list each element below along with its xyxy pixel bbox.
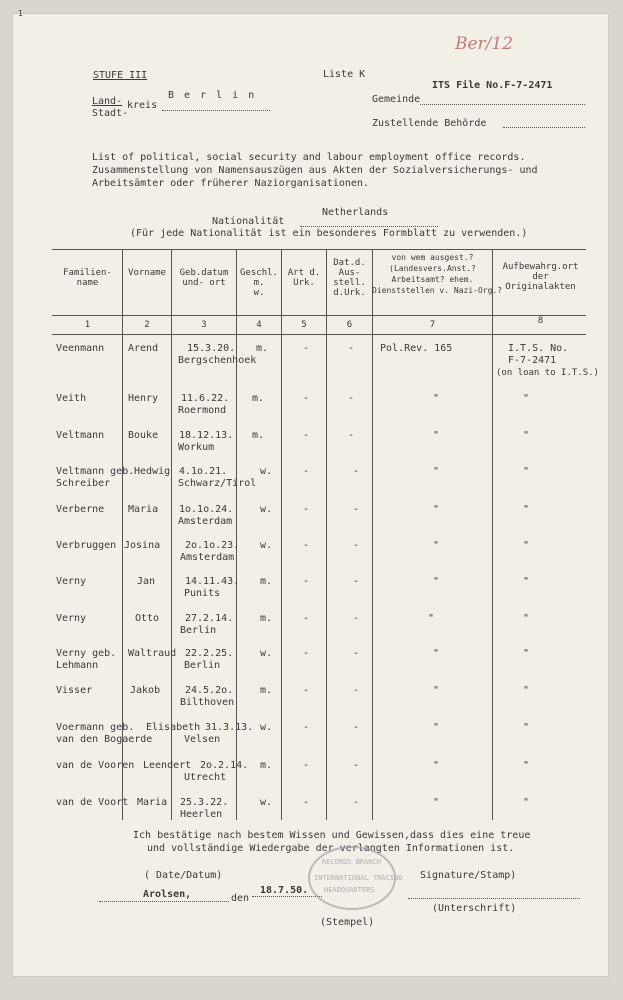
column-number: 4 [256, 320, 262, 330]
family-name: van de Vooren [56, 760, 135, 771]
family-name: Visser [56, 685, 93, 696]
birth-place: Utrecht [184, 772, 227, 783]
zustellende-label: Zustellende Behörde [372, 118, 487, 129]
intro-line-2: Zusammenstellung von Namensauszügen aus Akten der Sozialversicherungs- und [92, 165, 538, 176]
sex: w. [260, 648, 273, 659]
birth-place: Amsterdam [180, 552, 235, 563]
issue-date: - [353, 504, 360, 515]
issue-date: - [353, 613, 360, 624]
family-name: Verny geb. [56, 648, 117, 659]
table-number-rule [52, 334, 586, 335]
family-name-2: Lehmann [56, 660, 99, 671]
nationality-value: Netherlands [322, 207, 389, 218]
nationality-dotline [300, 226, 438, 227]
issued-by: " [433, 504, 440, 515]
sex: m. [260, 576, 273, 587]
date-dotline [252, 896, 322, 897]
kreis-label: kreis [127, 100, 158, 111]
col-divider-3 [236, 249, 237, 820]
nationality-label: Nationalität [212, 216, 285, 227]
confirmation-line-1: Ich bestätige nach bestem Wissen und Gewissen,dass dies eine treue [133, 830, 531, 841]
family-name: Verbruggen [56, 540, 117, 551]
birth-place: Punits [184, 588, 221, 599]
birth-place: Berlin [184, 660, 221, 671]
birth-date: 4.1o.21. [179, 466, 228, 477]
birth-place: Heerlen [180, 809, 223, 820]
document-type: - [303, 797, 310, 808]
gemeinde-label: Gemeinde [372, 94, 421, 105]
column-number: 5 [301, 320, 307, 330]
col-divider-6 [372, 249, 373, 820]
handwritten-annotation: Ber/12 [455, 34, 514, 54]
issue-date: - [348, 430, 355, 441]
first-name: Bouke [128, 430, 159, 441]
column-header: von wem ausgest.? (Landesvers.Anst.? Arbeitsamt? ehem. Dienststellen v. Nazi-Org.? [372, 253, 503, 295]
first-name: Otto [135, 613, 160, 624]
document-type: - [303, 504, 310, 515]
birth-place: Amsterdam [178, 516, 233, 527]
document-type: - [303, 393, 310, 404]
column-header: Art d. Urk. [287, 268, 321, 288]
document-type: - [303, 760, 310, 771]
family-name-2: van den Bogaerde [56, 734, 153, 745]
column-header: Aufbewahrg.ort der Originalakten [502, 262, 579, 292]
column-header: Geschl. m. w. [240, 268, 278, 298]
document-type: - [303, 685, 310, 696]
family-name: Verberne [56, 504, 105, 515]
place-value: Arolsen, [143, 889, 192, 900]
birth-date: 11.6.22. [181, 393, 230, 404]
issued-by: Pol.Rev. 165 [380, 343, 453, 354]
liste-label: Liste K [323, 69, 366, 80]
first-name: Elisabeth [146, 722, 201, 733]
column-header: Familien- name [63, 268, 112, 288]
col-divider-4 [281, 249, 282, 820]
sex: m. [260, 760, 273, 771]
its-file-number: ITS File No.F-7-2471 [432, 80, 553, 91]
first-name: Jakob [130, 685, 161, 696]
confirmation-line-2: und vollständige Wiedergabe der verlangten Informationen ist. [147, 843, 515, 854]
document-type: - [303, 540, 310, 551]
record-location-2: F-7-2471 [508, 355, 557, 366]
document-type: - [303, 722, 310, 733]
record-location: " [523, 797, 530, 808]
sex: w. [260, 504, 273, 515]
city-value: B e r l i n [168, 90, 257, 101]
birth-place: Berlin [180, 625, 217, 636]
sex: m. [260, 685, 273, 696]
sex: m. [256, 343, 269, 354]
document-type: - [303, 648, 310, 659]
stempel-label: (Stempel) [320, 917, 375, 928]
column-number: 7 [429, 320, 436, 330]
birth-date: 31.3.13. [205, 722, 254, 733]
record-location: " [523, 613, 530, 624]
nationality-note: (Für jede Nationalität ist ein besonderes Formblatt zu verwenden.) [130, 228, 528, 239]
family-name: Veenmann [56, 343, 105, 354]
column-number: 2 [144, 320, 150, 330]
record-location: " [523, 576, 530, 587]
column-number: 3 [201, 320, 207, 330]
birth-date: 27.2.14. [185, 613, 234, 624]
record-location: " [523, 760, 530, 771]
issued-by: " [433, 685, 440, 696]
birth-place: Schwarz/Tirol [178, 478, 257, 489]
issued-by: " [433, 393, 440, 404]
birth-date: 1o.1o.24. [179, 504, 234, 515]
column-header: Geb.datum und- ort [179, 268, 229, 288]
record-location: " [523, 648, 530, 659]
signature-label: Signature/Stamp) [420, 870, 517, 881]
issue-date: - [353, 648, 360, 659]
issued-by: " [433, 648, 440, 659]
record-location-3: (on loan to I.T.S.) [496, 368, 599, 378]
issue-date: - [353, 540, 360, 551]
column-header: Dat.d. Aus- stell. d.Urk. [333, 258, 366, 298]
sex: m. [252, 430, 265, 441]
document-type: - [303, 430, 310, 441]
gemeinde-dotline [420, 104, 585, 105]
record-location: " [523, 430, 530, 441]
birth-date: 22.2.25. [185, 648, 234, 659]
issue-date: - [348, 343, 355, 354]
unterschrift-label: (Unterschrift) [432, 903, 517, 914]
family-name-2: Schreiber [56, 478, 111, 489]
land-label: Land- [92, 96, 123, 107]
family-name: Veltmann [56, 430, 105, 441]
sex: w. [260, 466, 273, 477]
issued-by: " [433, 430, 440, 441]
den-label: den [231, 893, 250, 904]
table-top-rule [52, 249, 586, 250]
record-location: " [523, 504, 530, 515]
first-name: Henry [128, 393, 159, 404]
record-location: I.T.S. No. [508, 343, 569, 354]
first-name: Maria [137, 797, 168, 808]
birth-date: 2o.2.14. [200, 760, 249, 771]
column-header: Vorname [128, 268, 166, 278]
column-number: 8 [537, 316, 544, 326]
issued-by: " [433, 722, 440, 733]
col-divider-2 [171, 249, 172, 820]
date-label: ( Date/Datum) [144, 870, 223, 881]
issued-by: " [428, 613, 435, 624]
birth-date: 18.12.13. [179, 430, 234, 441]
first-name: Maria [128, 504, 159, 515]
issue-date: - [353, 466, 360, 477]
birth-place: Roermond [178, 405, 227, 416]
family-name: Verny [56, 576, 87, 587]
family-name: Verny [56, 613, 87, 624]
birth-date: 24.5.2o. [185, 685, 234, 696]
issued-by: " [433, 760, 440, 771]
record-location: " [523, 540, 530, 551]
sex: m. [260, 613, 273, 624]
sex: w. [260, 540, 273, 551]
first-name: Josina [124, 540, 161, 551]
birth-date: 14.11.43. [185, 576, 240, 587]
issue-date: - [353, 576, 360, 587]
birth-date: 25.3.22. [180, 797, 229, 808]
family-name: Veith [56, 393, 87, 404]
family-name: Veltmann geb. [56, 466, 135, 477]
document-type: - [303, 576, 310, 587]
corner-mark: 1 [18, 9, 23, 18]
zustellende-dotline [503, 127, 585, 128]
sex: w. [260, 722, 273, 733]
record-location: " [523, 685, 530, 696]
signed-date: 18.7.50. [260, 885, 309, 896]
birth-place: Bergschenhoek [178, 355, 257, 366]
stadt-label: Stadt- [92, 108, 129, 119]
column-number: 6 [346, 320, 353, 330]
col-divider-7 [492, 249, 493, 820]
first-name: Leendert [143, 760, 192, 771]
records-branch-stamp: RECORDS BRANCH INTERNATIONAL TRACING HEADQUARTERS [308, 846, 396, 910]
issue-date: - [353, 685, 360, 696]
column-number: 1 [84, 320, 91, 330]
stufe-label: STUFE III [93, 70, 148, 81]
first-name: Jan [137, 576, 156, 587]
sex: w. [260, 797, 273, 808]
col-divider-5 [326, 249, 327, 820]
issued-by: " [433, 466, 440, 477]
document-type: - [303, 466, 310, 477]
issue-date: - [353, 722, 360, 733]
birth-date: 2o.1o.23. [185, 540, 240, 551]
issued-by: " [433, 540, 440, 551]
record-location: " [523, 466, 530, 477]
birth-place: Bilthoven [180, 697, 235, 708]
record-location: " [523, 722, 530, 733]
intro-line-1: List of political, social security and labour employment office records. [92, 152, 526, 163]
birth-date: 15.3.20. [187, 343, 236, 354]
sex: m. [252, 393, 265, 404]
birth-place: Workum [178, 442, 215, 453]
issue-date: - [348, 393, 355, 404]
issue-date: - [353, 797, 360, 808]
issued-by: " [433, 797, 440, 808]
signature-dotline [408, 898, 580, 899]
document-type: - [303, 613, 310, 624]
issue-date: - [353, 760, 360, 771]
first-name: Arend [128, 343, 159, 354]
first-name: Hedwig [134, 466, 171, 477]
issued-by: " [433, 576, 440, 587]
birth-place: Velsen [184, 734, 221, 745]
intro-line-3: Arbeitsämter oder früherer Naziorganisationen. [92, 178, 369, 189]
family-name: van de Voort [56, 797, 129, 808]
city-dotline [162, 110, 270, 111]
document-type: - [303, 343, 310, 354]
family-name: Voermann geb. [56, 722, 135, 733]
first-name: Waltraud [128, 648, 177, 659]
record-location: " [523, 393, 530, 404]
place-dotline [99, 901, 229, 902]
